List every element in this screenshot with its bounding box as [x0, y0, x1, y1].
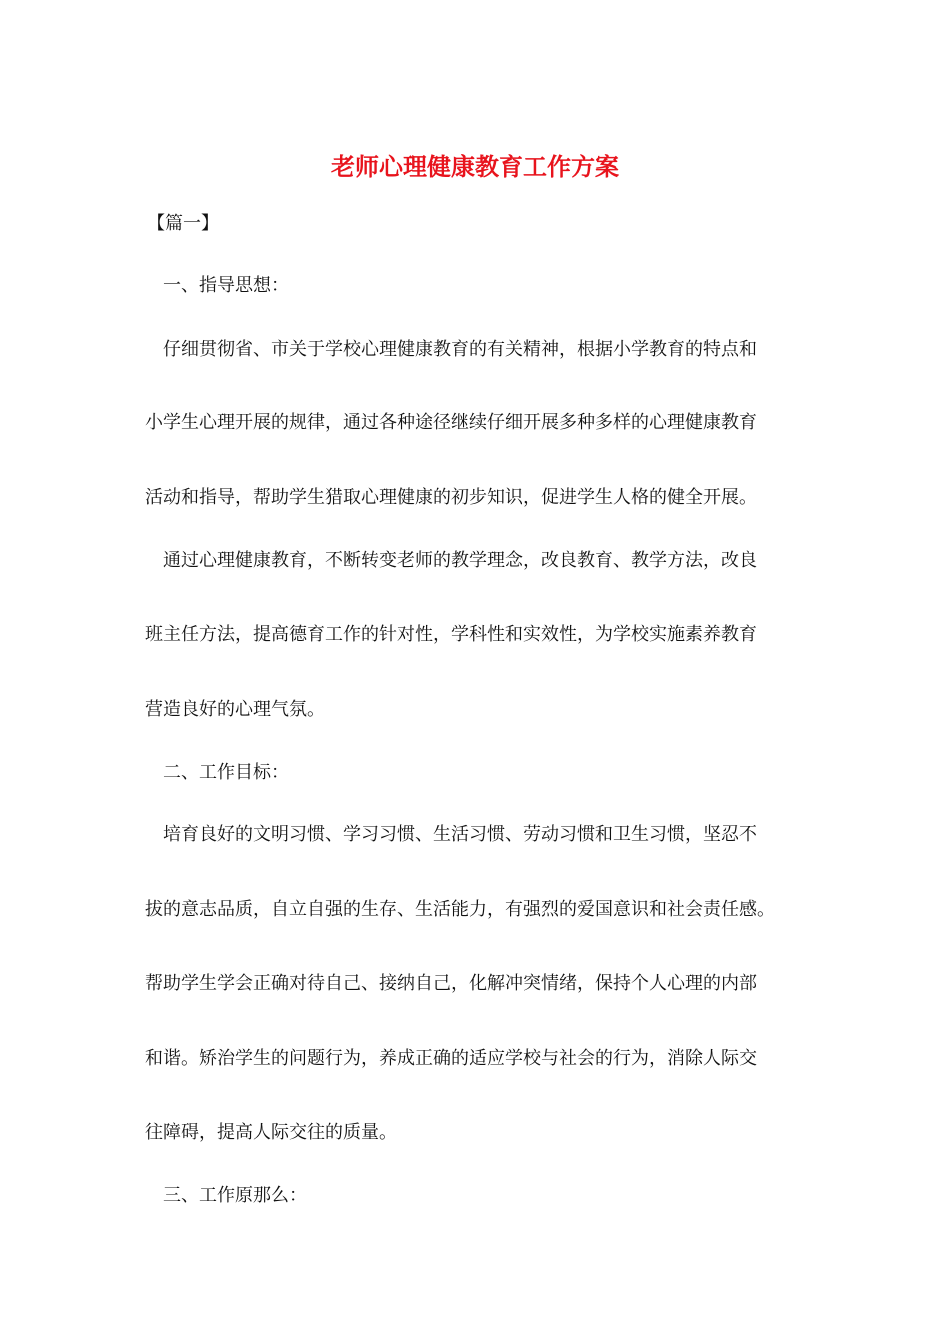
- paragraph-line: 通过心理健康教育，不断转变老师的教学理念，改良教育、教学方法，改良: [163, 550, 757, 571]
- paragraph-line: 活动和指导，帮助学生猎取心理健康的初步知识，促进学生人格的健全开展。: [145, 487, 757, 508]
- paragraph-line: 和谐。矫治学生的问题行为，养成正确的适应学校与社会的行为，消除人际交: [145, 1048, 757, 1069]
- heading-work-goals: 二、工作目标：: [163, 762, 289, 783]
- section-tag: 【篇一】: [147, 213, 219, 234]
- paragraph-line: 拔的意志品质，自立自强的生存、生活能力，有强烈的爱国意识和社会责任感。: [145, 899, 775, 920]
- heading-guiding-thought: 一、指导思想：: [163, 275, 289, 296]
- paragraph-line: 帮助学生学会正确对待自己、接纳自己，化解冲突情绪，保持个人心理的内部: [145, 973, 757, 994]
- paragraph-line: 营造良好的心理气氛。: [145, 699, 325, 720]
- paragraph-line: 班主任方法，提高德育工作的针对性，学科性和实效性，为学校实施素养教育: [145, 624, 757, 645]
- paragraph-line: 往障碍，提高人际交往的质量。: [145, 1122, 397, 1143]
- paragraph-line: 仔细贯彻省、市关于学校心理健康教育的有关精神，根据小学教育的特点和: [163, 339, 757, 360]
- document-title: 老师心理健康教育工作方案: [331, 152, 619, 181]
- paragraph-line: 培育良好的文明习惯、学习习惯、生活习惯、劳动习惯和卫生习惯，坚忍不: [163, 824, 757, 845]
- heading-work-principles: 三、工作原那么：: [163, 1185, 307, 1206]
- paragraph-line: 小学生心理开展的规律，通过各种途径继续仔细开展多种多样的心理健康教育: [145, 412, 757, 433]
